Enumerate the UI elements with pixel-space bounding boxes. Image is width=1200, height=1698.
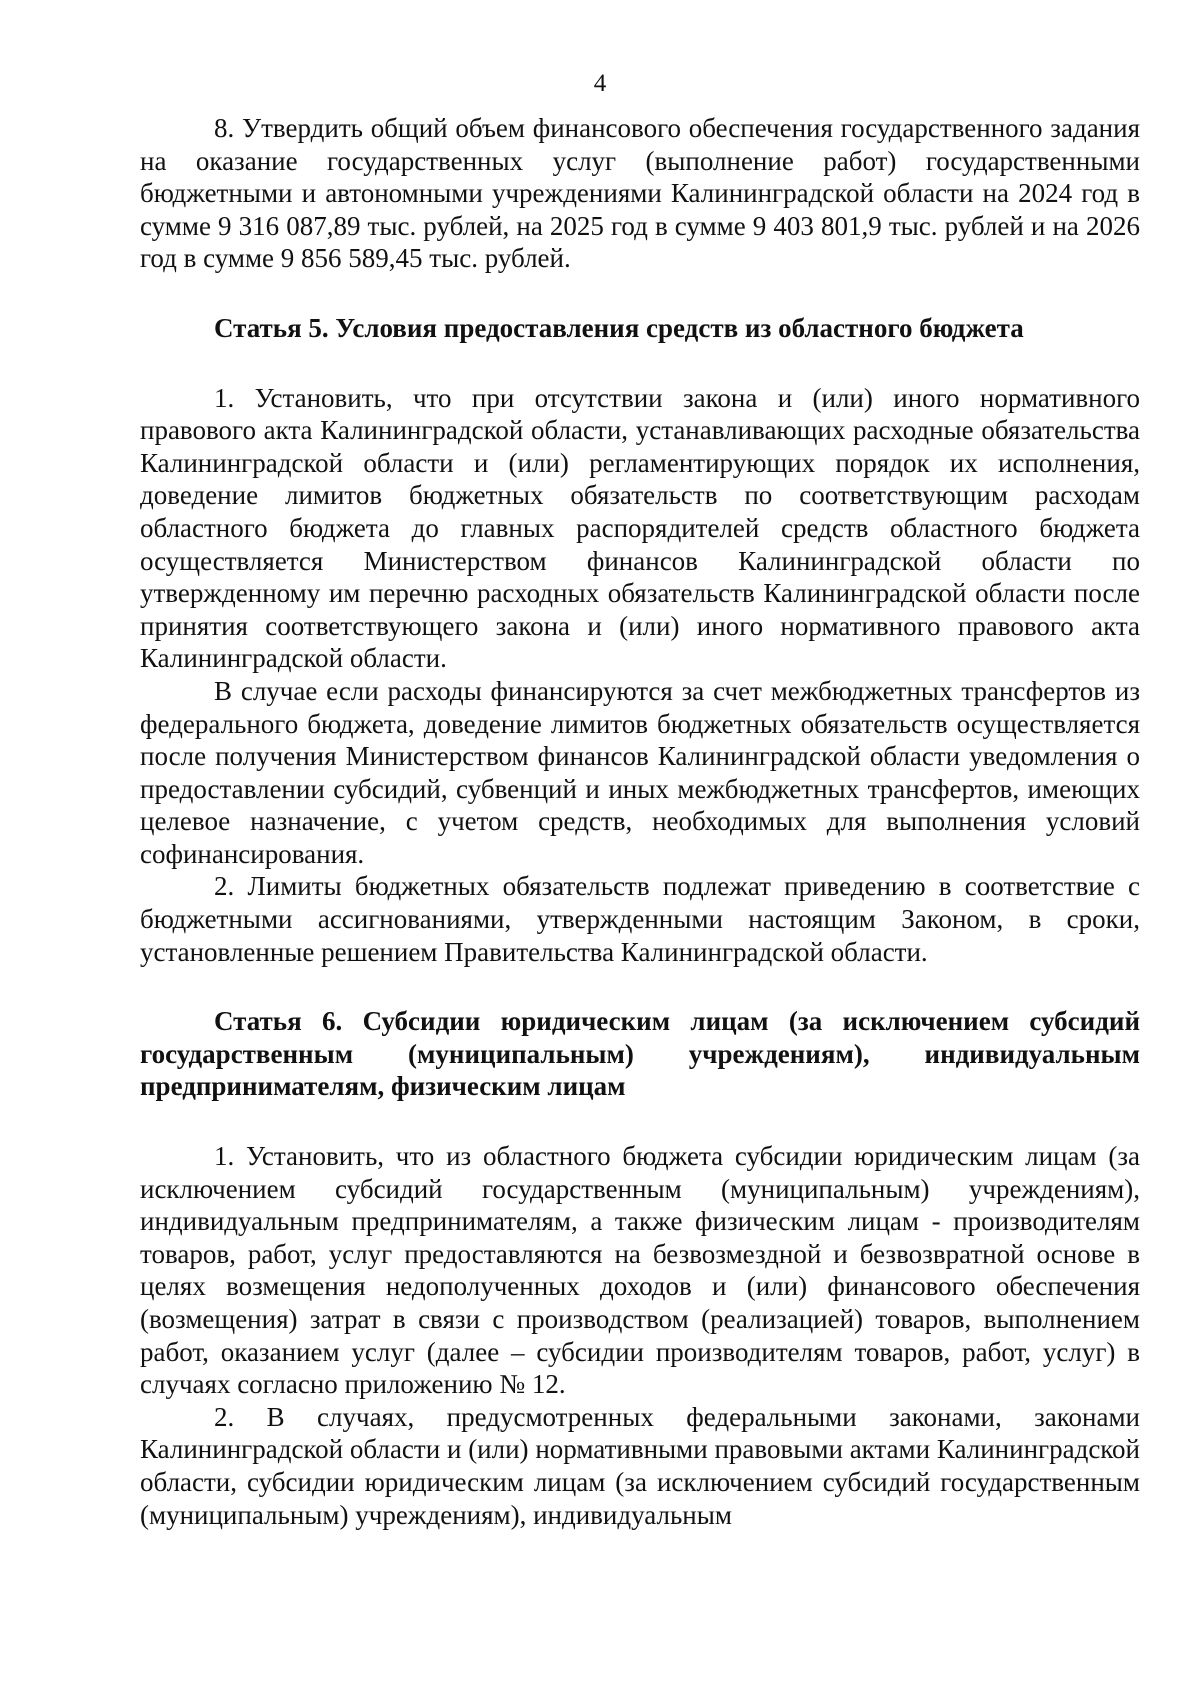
article-5-paragraph-1: 1. Установить, что при отсутствии закона и (или) иного нормативного правового акта Калининградской области, устанавливающих расходные обязательства Калининградской области и (или) регламентирующих порядок их исполнения, доведение лимитов бюджетных обязательств по соответствующим расходам областного бюджета до главных распорядителей средств областного бюджета осуществляется Министерством финансов Калининградской области по утвержденному им перечню расходных обязательств Калининградской области после принятия соответствующего закона и (или) иного нормативного правового акта Калининградской области. xyxy=(140,382,1140,674)
article-6-paragraph-1: 1. Установить, что из областного бюджета субсидии юридическим лицам (за исключением субсидий государственным (муниципальным) учреждениям), индивидуальным предпринимателям, а также физическим лицам - производителям товаров, работ, услуг предоставляются на безвозмездной и безвозвратной основе в целях возмещения недополученных доходов и (или) финансового обеспечения (возмещения) затрат в связи с производством (реализацией) товаров, выполнением работ, оказанием услуг (далее – субсидии производителям товаров, работ, услуг) в случаях согласно приложению № 12. xyxy=(140,1141,1140,1400)
paragraph-item-8: 8. Утвердить общий объем финансового обеспечения государственного задания на оказание государственных услуг (выполнение работ) государственными бюджетными и автономными учреждениями Калининградской области на 2024 год в сумме 9 316 087,89 тыс. рублей, на 2025 год в сумме 9 403 801,9 тыс. рублей и на 2026 год в сумме 9 856 589,45 тыс. рублей. xyxy=(140,113,1140,274)
article-5-heading: Статья 5. Условия предоставления средств из областного бюджета xyxy=(214,312,1024,343)
page-number: 4 xyxy=(593,70,607,97)
document-body xyxy=(140,112,1140,1531)
article-6-paragraph-2: 2. В случаях, предусмотренных федеральными законами, законами Калининградской области и (или) нормативными правовыми актами Калининградской области, субсидии юридическим лицам (за исключением субсидий государственным (муниципальным) учреждениям), индивидуальным xyxy=(140,1401,1140,1530)
article-6-heading: Статья 6. Субсидии юридическим лицам (за исключением субсидий государственным (муниципальным) учреждениям), индивидуальным предпринимателям, физическим лицам xyxy=(140,1006,1140,1102)
article-5-paragraph-1-continued: В случае если расходы финансируются за счет межбюджетных трансфертов из федерального бюджета, доведение лимитов бюджетных обязательств осуществляется после получения Министерством финансов Калининградской области уведомления о предоставлении субсидий, субвенций и иных межбюджетных трансфертов, имеющих целевое назначение, с учетом средств, необходимых для выполнения условий софинансирования. xyxy=(140,675,1140,869)
article-5-paragraph-2: 2. Лимиты бюджетных обязательств подлежат приведению в соответствие с бюджетными ассигнованиями, утвержденными настоящим Законом, в сроки, установленные решением Правительства Калининградской области. xyxy=(140,871,1140,967)
